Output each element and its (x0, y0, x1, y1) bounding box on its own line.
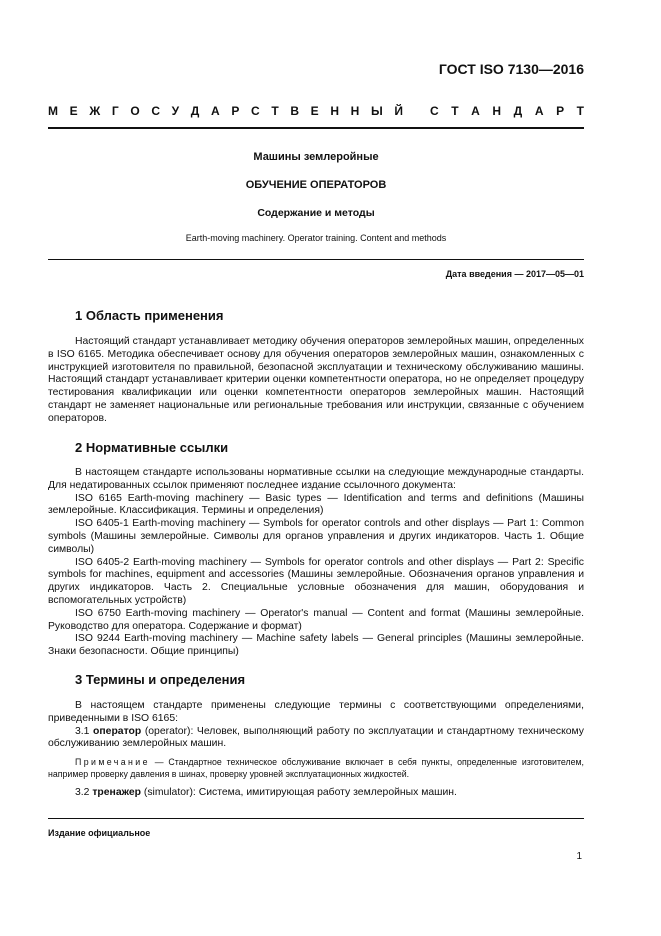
reference-item: ISO 6405-2 Earth-moving machinery — Symbols for operator controls and other displays — Part 2: Specific symbols for machines, equipment and accessories (Машины землеройные. Обозначения органов управления и других индикаторов. Часть 2. Специальные условные обозначения для машин, оборудования и вспомогательных устройств) (48, 556, 584, 606)
banner-letter: А (210, 104, 220, 118)
title-machines: Машины землеройные (253, 151, 379, 163)
section-1-body (48, 336, 584, 426)
banner-letter: Й (394, 104, 403, 118)
banner-letter: Е (310, 104, 319, 118)
paragraph: Настоящий стандарт устанавливает методику обучения операторов землеройных машин, определенных в ISO 6165. Методика обеспечивает основу для обучения операторов землеройных машин, ознакомленных с инструкцией изготовителя по правильной, безопасной эксплуатации и техническому обслуживанию машины. Настоящий стандарт устанавливает критерии оценки компетентности оператора, но не определяет процедуру тестирования квалификации или оценки компетентности операторов землеройных машин. Настоящий стандарт не заменяет национальные или региональные требования или инструкции, связанные с обучением операторов. (48, 336, 584, 424)
banner-letter: Ы (370, 104, 383, 118)
interstate-standard-banner (48, 104, 584, 120)
banner-letter: А (471, 104, 480, 118)
section-3-body-continued (48, 787, 584, 800)
section-1-heading: 1 Область применения (75, 308, 224, 323)
document-code: ГОСТ ISO 7130—2016 (438, 61, 584, 77)
banner-letter: Р (231, 104, 240, 118)
banner-letter: Д (513, 104, 523, 118)
reference-item: ISO 6750 Earth-moving machinery — Operator's manual — Content and format (Машины землеройные. Руководство для оператора. Содержание и формат) (48, 607, 584, 632)
term-word: тренажер (92, 787, 141, 798)
page-number: 1 (576, 851, 582, 862)
banner-letter: Г (111, 104, 119, 118)
section-3-body (48, 700, 584, 751)
introduction-date: Дата введения — 2017—05—01 (445, 269, 584, 279)
banner-letter: Т (576, 104, 584, 118)
term-word: оператор (93, 725, 142, 737)
banner-letter: Ж (89, 104, 101, 118)
banner-letter: О (130, 104, 140, 118)
banner-letter: М (48, 104, 58, 118)
reference-item: ISO 6405-1 Earth-moving machinery — Symbols for operator controls and other displays — Part 1: Common symbols (Машины землеройные. Символы для органов управления и других индикаторов. Часть 1. Общие символы) (48, 518, 584, 555)
banner-letter: Н (492, 104, 502, 118)
banner-letter: С (151, 104, 160, 118)
banner-letter: С (430, 104, 439, 118)
title-subtitle: Содержание и методы (257, 207, 375, 219)
title-rule (48, 259, 584, 260)
banner-letter: Е (69, 104, 78, 118)
title-english: Earth-moving machinery. Operator training. Content and methods (185, 233, 447, 243)
edition-label: Издание официальное (48, 828, 151, 838)
banner-letter: Т (271, 104, 279, 118)
footer-rule (48, 818, 584, 819)
paragraph: В настоящем стандарте использованы нормативные ссылки на следующие международные стандарты. Для недатированных ссылок применяют последнее издание ссылочного документа: (48, 467, 584, 491)
section-3-heading: 3 Термины и определения (75, 672, 246, 687)
term-definition: 3.2 тренажер (simulator): Система, имитирующая работу землеройных машин. (75, 787, 457, 798)
banner-letter: Д (190, 104, 200, 118)
title-main: ОБУЧЕНИЕ ОПЕРАТОРОВ (245, 179, 387, 191)
banner-word-standard (430, 104, 584, 118)
banner-word-interstate (48, 104, 403, 118)
note-block (48, 756, 584, 780)
reference-item: ISO 9244 Earth-moving machinery — Machine safety labels — General principles (Машины землеройные. Знаки безопасности. Общие принципы) (48, 633, 584, 658)
paragraph: В настоящем стандарте применены следующие термины с соответствующими определениями, приведенными в ISO 6165: (48, 700, 584, 724)
note-text: — Стандартное техническое обслуживание включает в себя пункты, определенные изготовителем, например проверку давления в шинах, проверку уровней эксплуатационных жидкостей. (48, 757, 584, 779)
banner-letter: А (534, 104, 544, 118)
banner-letter: Н (350, 104, 360, 118)
banner-letter: У (171, 104, 180, 118)
reference-item: ISO 6165 Earth-moving machinery — Basic types — Identification and terms and definitions (Машины землеройные. Классификация. Термины и определения) (48, 492, 584, 517)
section-2-body (48, 467, 584, 659)
banner-letter: Н (330, 104, 339, 118)
banner-letter: В (290, 104, 299, 118)
section-2-heading: 2 Нормативные ссылки (75, 440, 229, 455)
banner-letter: С (250, 104, 260, 118)
banner-letter: Р (556, 104, 565, 118)
term-definition: 3.1 оператор (operator): Человек, выполняющий работу по эксплуатации и стандартному техническому обслуживанию землеройных машин. (48, 725, 584, 750)
note-label: Примечание (75, 757, 150, 767)
banner-letter: Т (451, 104, 459, 118)
top-rule (48, 127, 584, 129)
